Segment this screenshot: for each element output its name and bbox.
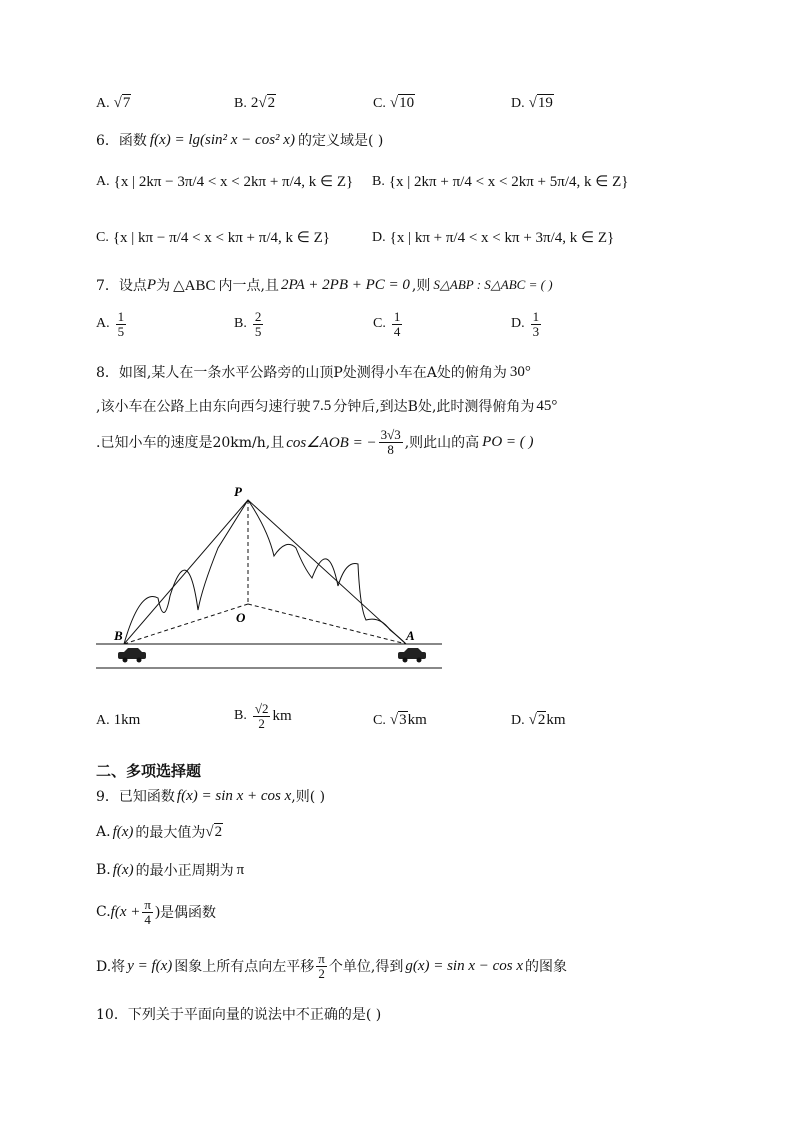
q5-option-c: C. √10 [373, 95, 415, 111]
q9-stem: 9．已知函数 f(x) = sin x + cos x ,则( ) [96, 787, 326, 805]
q6-option-a: A. {x | 2kπ − 3π/4 < x < 2kπ + π/4, k ∈ Z} [96, 173, 354, 190]
q7-option-d: D. $\frac{1}{3}$ [511, 309, 540, 339]
q7-stem: 7． 设点 P 为 △ABC 内一点,且 2PA + 2PB + PC = 0 ,则 S△ABP : S△ABC = ( ) [96, 276, 553, 294]
q8-line-1: 8．如图,某人在一条水平公路旁的山顶P处测得小车在A处的俯角为 30° [96, 363, 531, 381]
q9-option-d: D.将 y = f(x) 图象上所有点向左平移 $\frac{\pi}{2}$ 个单位,得到 g(x) = sin x − cos x 的图象 [96, 951, 568, 981]
q6-stem: 6． 函数 f(x) = lg(sin² x − cos² x) 的定义域是( ) [96, 131, 384, 149]
q7-option-c: C. $\frac{1}{4}$ [373, 309, 401, 339]
line-oa [248, 604, 406, 644]
section-heading-multi-choice: 二、多项选择题 [96, 762, 202, 780]
q8-line-2: ,该小车在公路上由东向西匀速行驶 7.5 分钟后,到达B处,此时测得俯角为 45° [96, 397, 558, 415]
q6-option-c: C. {x | kπ − π/4 < x < kπ + π/4, k ∈ Z} [96, 229, 330, 246]
q8-line-3: .已知小车的速度是20km/h,且 cos∠AOB = − $\frac{3√3}{8}$ ,则此山的高 PO = ( ) [96, 427, 534, 457]
q7-option-b: B. $\frac{2}{5}$ [234, 309, 262, 339]
mountain-figure [90, 478, 450, 678]
q8-option-a: A. 1km [96, 712, 141, 728]
q6-option-d: D. {x | kπ + π/4 < x < kπ + 3π/4, k ∈ Z} [372, 229, 615, 246]
q8-option-c: C. √3 km [373, 712, 427, 728]
q9-option-b: B. f(x) 的最小正周期为 π [96, 861, 245, 879]
q8-option-b: B. $\frac{√2}{2}$ km [234, 701, 292, 731]
q6-option-b: B. {x | 2kπ + π/4 < x < 2kπ + 5π/4, k ∈ Z} [372, 173, 629, 190]
mountain-outline [124, 500, 406, 644]
label-p: P [234, 484, 242, 499]
q9-option-c: C. f(x + $\frac{\pi}{4}$ ) 是偶函数 [96, 897, 216, 927]
q5-option-d: D. √19 [511, 95, 553, 111]
q5-option-b: B. 2 √2 [234, 95, 276, 111]
label-o: O [236, 610, 246, 625]
line-pb [124, 500, 248, 644]
q9-option-a: A. f(x) 的最大值为 √2 [96, 823, 223, 841]
q7-option-a: A. $\frac{1}{5}$ [96, 309, 125, 339]
car-b [118, 648, 146, 663]
q5-option-a: A. √7 [96, 95, 131, 111]
car-a [398, 648, 426, 663]
label-b: B [114, 628, 123, 643]
q10-stem: 10．下列关于平面向量的说法中不正确的是( ) [96, 1007, 382, 1023]
line-ob [124, 604, 248, 644]
label-a: A [406, 628, 415, 643]
q8-option-d: D. √2 km [511, 712, 566, 728]
